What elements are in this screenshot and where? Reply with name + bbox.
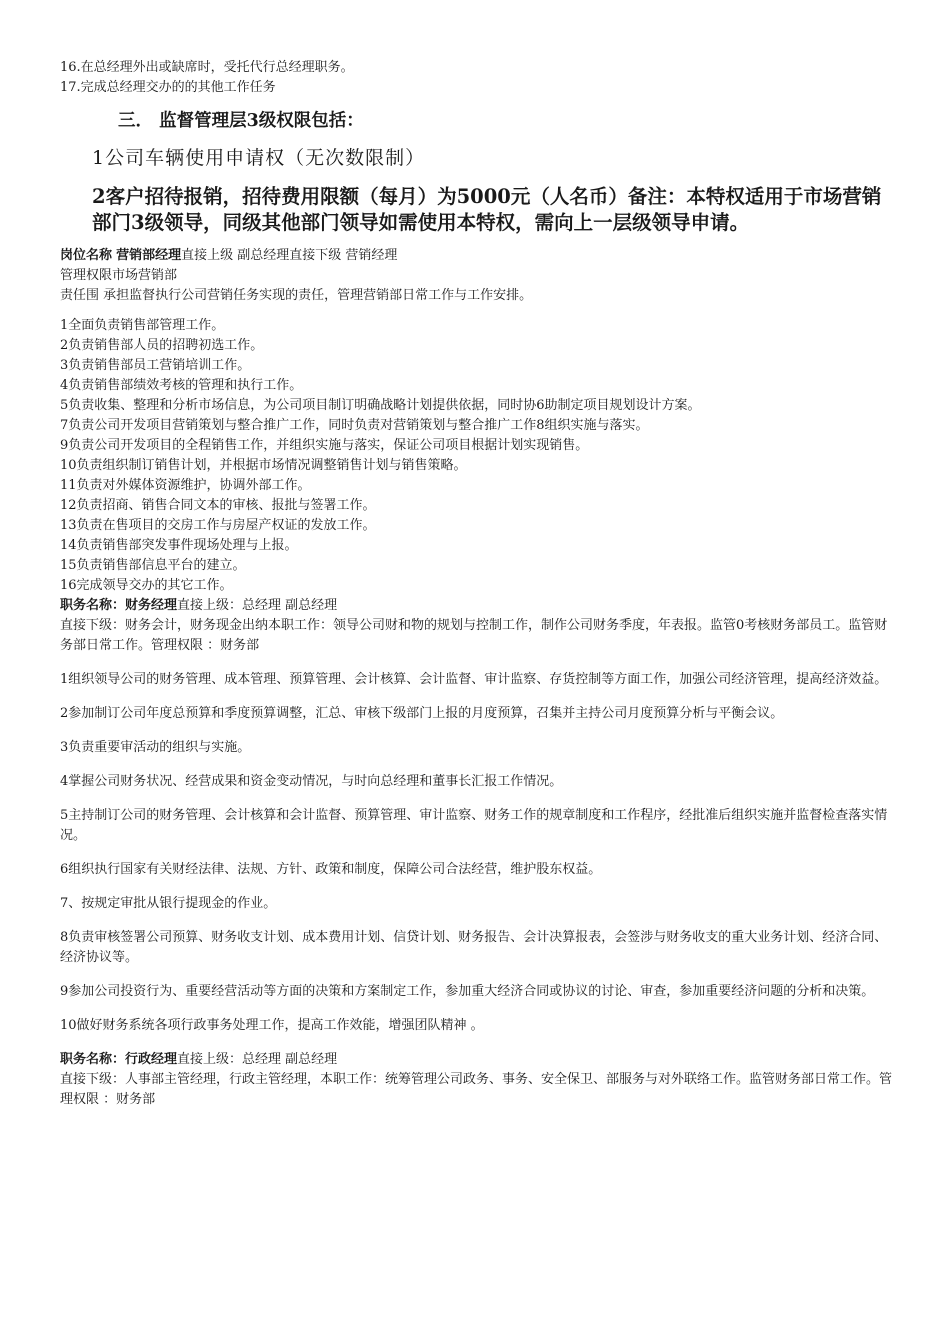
list-item: 5主持制订公司的财务管理、会计核算和会计监督、预算管理、审计监察、财务工作的规章制度和工作程序，经批准后组织实施并监督检查落实情况。 bbox=[60, 808, 888, 843]
list-item: 3负责重要审活动的组织与实施。 bbox=[60, 740, 251, 755]
list-item: 3负责销售部员工营销培训工作。 bbox=[60, 358, 251, 373]
list-item: 10负责组织制订销售计划，并根据市场情况调整销售计划与销售策略。 bbox=[60, 458, 467, 473]
sales-responsibility: 责任围 承担监督执行公司营销任务实现的责任，管理营销部日常工作与工作安排。 bbox=[60, 288, 533, 303]
document-page bbox=[60, 58, 900, 1110]
list-item: 10做好财务系统各项行政事务处理工作，提高工作效能，增强团队精神 。 bbox=[60, 1018, 484, 1033]
list-item: 1组织领导公司的财务管理、成本管理、预算管理、会计核算、会计监督、审计监察、存货控制等方面工作，加强公司经济管理，提高经济效益。 bbox=[60, 672, 888, 687]
finance-title-rest: 直接上级：总经理 副总经理 bbox=[177, 598, 338, 613]
admin-description: 直接下级：人事部主管经理，行政主管经理，本职工作：统筹管理公司政务、事务、安全保卫、部服务与对外联络工作。监管财务部日常工作。管理权限 ：财务部 bbox=[60, 1072, 893, 1107]
admin-title-rest: 直接上级：总经理 副总经理 bbox=[177, 1052, 338, 1067]
permission-1: 1公司车辆使用申请权（无次数限制） bbox=[92, 147, 426, 169]
permission-2: 2客户招待报销，招待费用限额（每月）为5000元（人名币）备注：本特权适用于市场营销部门3级领导，同级其他部门领导如需使用本特权，需向上一层级领导申请。 bbox=[92, 185, 882, 234]
list-item: 7、按规定审批从银行提现金的作业。 bbox=[60, 896, 277, 911]
list-item: 16完成领导交办的其它工作。 bbox=[60, 578, 233, 593]
finance-description: 直接下级：财务会计，财务现金出纳本职工作：领导公司财和物的规划与控制工作，制作公司财务季度，年表报。监管0考核财务部员工。监管财务部日常工作。管理权限 ：财务部 bbox=[60, 618, 888, 653]
list-item: 5负责收集、整理和分析市场信息，为公司项目制订明确战略计划提供依据，同时协6助制定项目规划设计方案。 bbox=[60, 398, 701, 413]
sales-post-label: 岗位名称 bbox=[60, 248, 113, 263]
sales-post-line bbox=[60, 246, 900, 266]
list-item: 2负责销售部人员的招聘初选工作。 bbox=[60, 338, 264, 353]
sales-post-title: 营销部经理 bbox=[116, 248, 182, 263]
list-item: 15负责销售部信息平台的建立。 bbox=[60, 558, 246, 573]
finance-title-line bbox=[60, 596, 900, 616]
sales-duty-list bbox=[60, 316, 900, 596]
list-item: 9参加公司投资行为、重要经营活动等方面的决策和方案制定工作，参加重大经济合同或协议的讨论、审查，参加重要经济问题的分析和决策。 bbox=[60, 984, 875, 999]
finance-title: 职务名称：财务经理 bbox=[60, 598, 178, 613]
list-item: 4负责销售部绩效考核的管理和执行工作。 bbox=[60, 378, 303, 393]
list-item: 2参加制订公司年度总预算和季度预算调整，汇总、审核下级部门上报的月度预算，召集并主持公司月度预算分析与平衡会议。 bbox=[60, 706, 784, 721]
list-item: 6组织执行国家有关财经法律、法规、方针、政策和制度，保障公司合法经营，维护股东权益。 bbox=[60, 862, 602, 877]
sales-post-rest: 直接上级 副总经理直接下级 营销经理 bbox=[181, 248, 398, 263]
list-item: 9负责公司开发项目的全程销售工作，并组织实施与落实，保证公司项目根据计划实现销售。 bbox=[60, 438, 589, 453]
sales-scope: 管理权限市场营销部 bbox=[60, 268, 178, 283]
top-line-16: 16.在总经理外出或缺席时，受托代行总经理职务。 bbox=[60, 60, 354, 75]
list-item: 8负责审核签署公司预算、财务收支计划、成本费用计划、信贷计划、财务报告、会计决算报表，会签涉与财务收支的重大业务计划、经济合同、经济协议等。 bbox=[60, 930, 888, 965]
list-item: 14负责销售部突发事件现场处理与上报。 bbox=[60, 538, 298, 553]
list-item: 12负责招商、销售合同文本的审核、报批与签署工作。 bbox=[60, 498, 376, 513]
admin-title-line bbox=[60, 1050, 900, 1070]
list-item: 4掌握公司财务状况、经营成果和资金变动情况，与时向总经理和董事长汇报工作情况。 bbox=[60, 774, 563, 789]
list-item: 1全面负责销售部管理工作。 bbox=[60, 318, 225, 333]
list-item: 11负责对外媒体资源维护，协调外部工作。 bbox=[60, 478, 311, 493]
list-item: 7负责公司开发项目营销策划与整合推广工作，同时负责对营销策划与整合推广工作8组织实施与落实。 bbox=[60, 418, 649, 433]
list-item: 13负责在售项目的交房工作与房屋产权证的发放工作。 bbox=[60, 518, 376, 533]
section-heading: 三． 监督管理层3级权限包括： bbox=[118, 111, 364, 131]
admin-title: 职务名称：行政经理 bbox=[60, 1052, 178, 1067]
finance-duty-list bbox=[60, 670, 900, 1036]
top-line-17: 17.完成总经理交办的的其他工作任务 bbox=[60, 80, 276, 95]
